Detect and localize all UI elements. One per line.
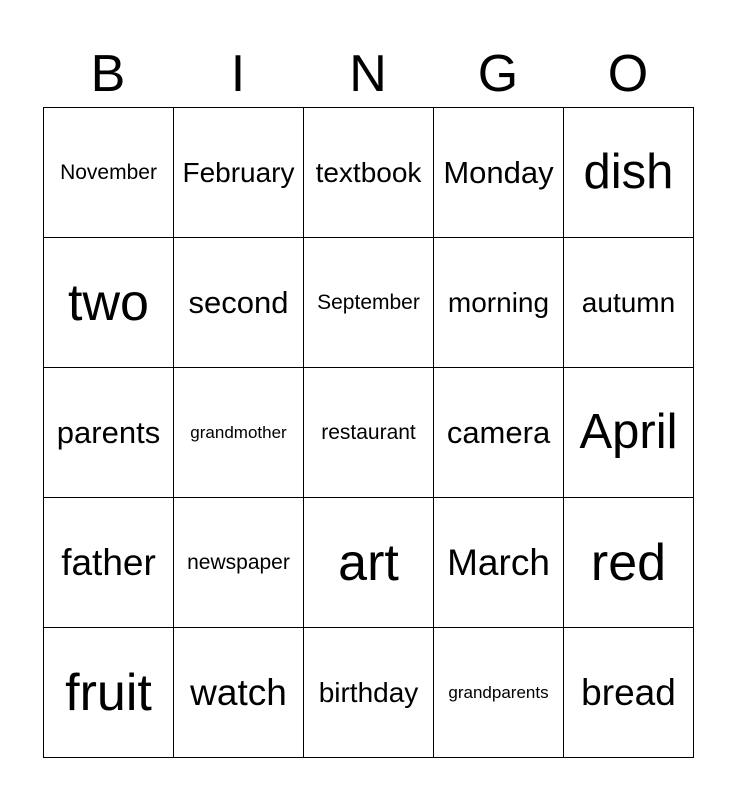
cell-label: birthday [318,676,419,708]
bingo-cell-r2c3[interactable] [304,238,434,368]
cell-label: dish [583,145,674,199]
cell-label: November [60,161,157,184]
bingo-cell-r1c1[interactable] [44,108,174,238]
bingo-cell-r1c2[interactable] [174,108,304,238]
bingo-cell-r3c4[interactable] [434,368,564,498]
bingo-board [43,107,694,758]
cell-label: September [317,291,420,314]
header-letter-b: B [90,45,126,103]
bingo-cell-r2c4[interactable] [434,238,564,368]
cell-label: April [579,405,678,459]
cell-label: grandmother [190,423,287,442]
bingo-cell-r5c1[interactable] [44,628,174,758]
cell-label: fruit [65,663,152,722]
bingo-cell-r4c2[interactable] [174,498,304,628]
bingo-cell-r2c2[interactable] [174,238,304,368]
bingo-cell-r5c3[interactable] [304,628,434,758]
bingo-cell-r1c5[interactable] [564,108,694,238]
cell-label: February [182,156,295,188]
cell-label: red [590,533,667,592]
cell-label: father [61,542,156,583]
header-letter-i: I [230,45,246,103]
cell-label: restaurant [321,421,416,444]
header-letter-n: N [349,45,387,103]
header-letter-o: O [607,45,649,103]
cell-label: textbook [315,156,422,188]
bingo-cell-r2c1[interactable] [44,238,174,368]
header-letter-g: G [477,45,519,103]
bingo-cell-r1c3[interactable] [304,108,434,238]
bingo-cell-r1c4[interactable] [434,108,564,238]
bingo-cell-r3c5[interactable] [564,368,694,498]
cell-label: morning [447,286,550,318]
bingo-cell-r5c5[interactable] [564,628,694,758]
cell-label: parents [56,415,161,450]
cell-label: watch [190,672,287,713]
bingo-cell-r3c1[interactable] [44,368,174,498]
bingo-cell-r4c3[interactable] [304,498,434,628]
cell-label: autumn [581,286,676,318]
bingo-cell-r2c5[interactable] [564,238,694,368]
cell-label: camera [446,415,551,450]
cell-label: March [447,542,550,583]
bingo-cell-r5c4[interactable] [434,628,564,758]
bingo-cell-r4c1[interactable] [44,498,174,628]
bingo-cell-r3c3[interactable] [304,368,434,498]
bingo-cell-r5c2[interactable] [174,628,304,758]
cell-label: art [338,533,399,592]
cell-label: second [188,285,289,320]
cell-label: grandparents [448,683,549,702]
bingo-header [43,42,693,106]
cell-label: two [68,273,149,332]
cell-label: Monday [443,155,554,190]
cell-label: newspaper [187,551,290,574]
cell-label: bread [581,672,676,713]
bingo-cell-r3c2[interactable] [174,368,304,498]
bingo-cell-r4c5[interactable] [564,498,694,628]
bingo-cell-r4c4[interactable] [434,498,564,628]
